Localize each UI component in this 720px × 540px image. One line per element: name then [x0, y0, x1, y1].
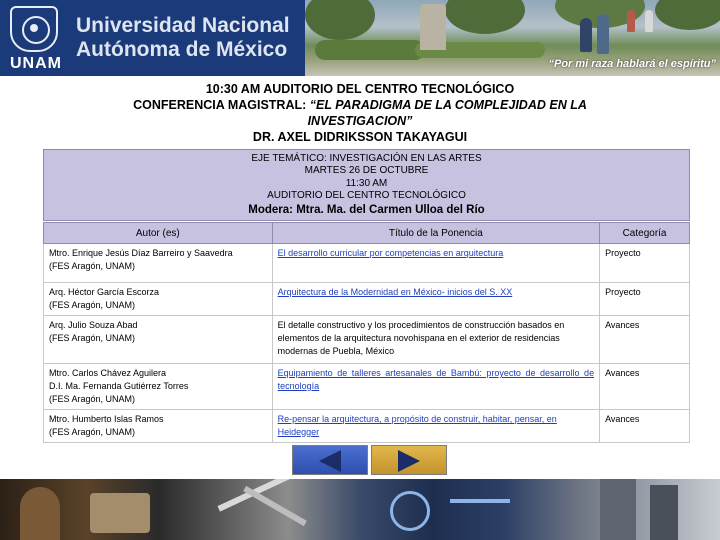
triangle-left-icon	[319, 450, 341, 472]
speaker-name: DR. AXEL DIDRIKSSON TAKAYAGUI	[252, 130, 468, 144]
unam-shield-icon	[10, 6, 58, 52]
table-row	[44, 410, 690, 443]
author-line: D.I. Ma. Fernanda Gutiérrez Torres	[49, 381, 189, 391]
title-cell	[272, 244, 599, 283]
title-cell	[272, 316, 599, 364]
category-cell: Proyecto	[600, 244, 690, 283]
author-cell	[44, 316, 273, 364]
author-line: Mtro. Carlos Chávez Aguilera	[49, 368, 167, 378]
session-info-box	[43, 149, 690, 221]
category-cell: Proyecto	[600, 283, 690, 316]
author-line: Arq. Julio Souza Abad	[49, 320, 138, 330]
category-cell: Avances	[600, 316, 690, 364]
author-line: Mtro. Enrique Jesús Díaz Barreiro y Saavedra	[49, 248, 233, 258]
author-cell	[44, 283, 273, 316]
title-cell	[272, 283, 599, 316]
sculpture-shape	[20, 487, 60, 540]
author-affiliation: (FES Aragón, UNAM)	[49, 300, 136, 310]
session-location: AUDITORIO DEL CENTRO TECNOLÓGICO	[267, 190, 466, 202]
session-date: MARTES 26 DE OCTUBRE	[304, 165, 429, 177]
unam-label: UNAM	[10, 55, 62, 72]
papers-table	[43, 222, 690, 443]
author-cell	[44, 364, 273, 410]
author-affiliation: (FES Aragón, UNAM)	[49, 394, 136, 404]
header-logo-panel	[0, 0, 305, 76]
event-title-block	[110, 81, 610, 145]
next-slide-button[interactable]	[371, 445, 447, 475]
paper-title-link[interactable]: El desarrollo curricular por competencias en arquitectura	[277, 248, 504, 258]
paper-title-link[interactable]: Re-pensar la arquitectura, a propósito de construir, habitar, pensar, en Heidegger	[277, 414, 557, 437]
paper-title-link[interactable]: Equipamiento de talleres artesanales de Bambú: proyecto de desarrollo de tecnología	[277, 368, 595, 391]
person-shape	[627, 10, 635, 32]
tree-shape	[655, 0, 720, 30]
header-title: Título de la Ponencia	[272, 223, 599, 244]
artwork-shape	[90, 493, 150, 533]
header-author: Autor (es)	[44, 223, 273, 244]
hedge-shape	[315, 40, 425, 60]
title-cell	[272, 364, 599, 410]
table-row	[44, 244, 690, 283]
circuit-shape	[390, 491, 430, 531]
author-affiliation: (FES Aragón, UNAM)	[49, 261, 136, 271]
table-row	[44, 283, 690, 316]
building-shape	[600, 479, 636, 540]
person-shape	[597, 14, 609, 54]
person-shape	[580, 18, 592, 52]
header-banner	[0, 0, 720, 76]
author-line: Mtro. Humberto Islas Ramos	[49, 414, 164, 424]
building-shape	[650, 485, 678, 540]
circuit-shape	[450, 499, 510, 503]
triangle-right-icon	[398, 450, 420, 472]
author-line: Arq. Héctor García Escorza	[49, 287, 160, 297]
session-moderator: Modera: Mtra. Ma. del Carmen Ulloa del Río	[248, 203, 485, 216]
tree-shape	[445, 0, 525, 34]
author-cell	[44, 244, 273, 283]
compass-shape	[243, 486, 307, 526]
table-row	[44, 364, 690, 410]
conference-title: “EL PARADIGMA DE LA COMPLEJIDAD EN LA INVESTIGACION”	[307, 98, 587, 128]
person-shape	[645, 10, 653, 32]
university-name-line1: Universidad Nacional	[76, 14, 290, 37]
category-cell: Avances	[600, 410, 690, 443]
table-row	[44, 316, 690, 364]
tree-shape	[305, 0, 375, 40]
university-name-line2: Autónoma de México	[76, 38, 288, 61]
university-motto: “Por mi raza hablará el espíritu”	[548, 58, 716, 70]
author-affiliation: (FES Aragón, UNAM)	[49, 427, 136, 437]
monument-shape	[420, 4, 446, 50]
header-category: Categoría	[600, 223, 690, 244]
title-cell	[272, 410, 599, 443]
footer-collage-image	[0, 479, 720, 540]
paper-title-link[interactable]: Arquitectura de la Modernidad en México- inicios del S. XX	[277, 287, 513, 297]
event-time-location: 10:30 AM AUDITORIO DEL CENTRO TECNOLÓGICO	[205, 82, 515, 96]
table-header-row	[44, 223, 690, 244]
author-affiliation: (FES Aragón, UNAM)	[49, 333, 136, 343]
session-time: 11:30 AM	[345, 177, 388, 189]
category-cell: Avances	[600, 364, 690, 410]
author-cell	[44, 410, 273, 443]
conference-heading	[110, 97, 610, 129]
conference-label: CONFERENCIA MAGISTRAL:	[133, 98, 307, 112]
previous-slide-button[interactable]	[292, 445, 368, 475]
session-theme: EJE TEMÁTICO: INVESTIGACIÓN EN LAS ARTES	[251, 153, 482, 164]
paper-title-text: El detalle constructivo y los procedimientos de construcción basados en elementos de la arquitectura novohispana en el exterior de residencias modernas de Puebla, México	[277, 320, 565, 356]
